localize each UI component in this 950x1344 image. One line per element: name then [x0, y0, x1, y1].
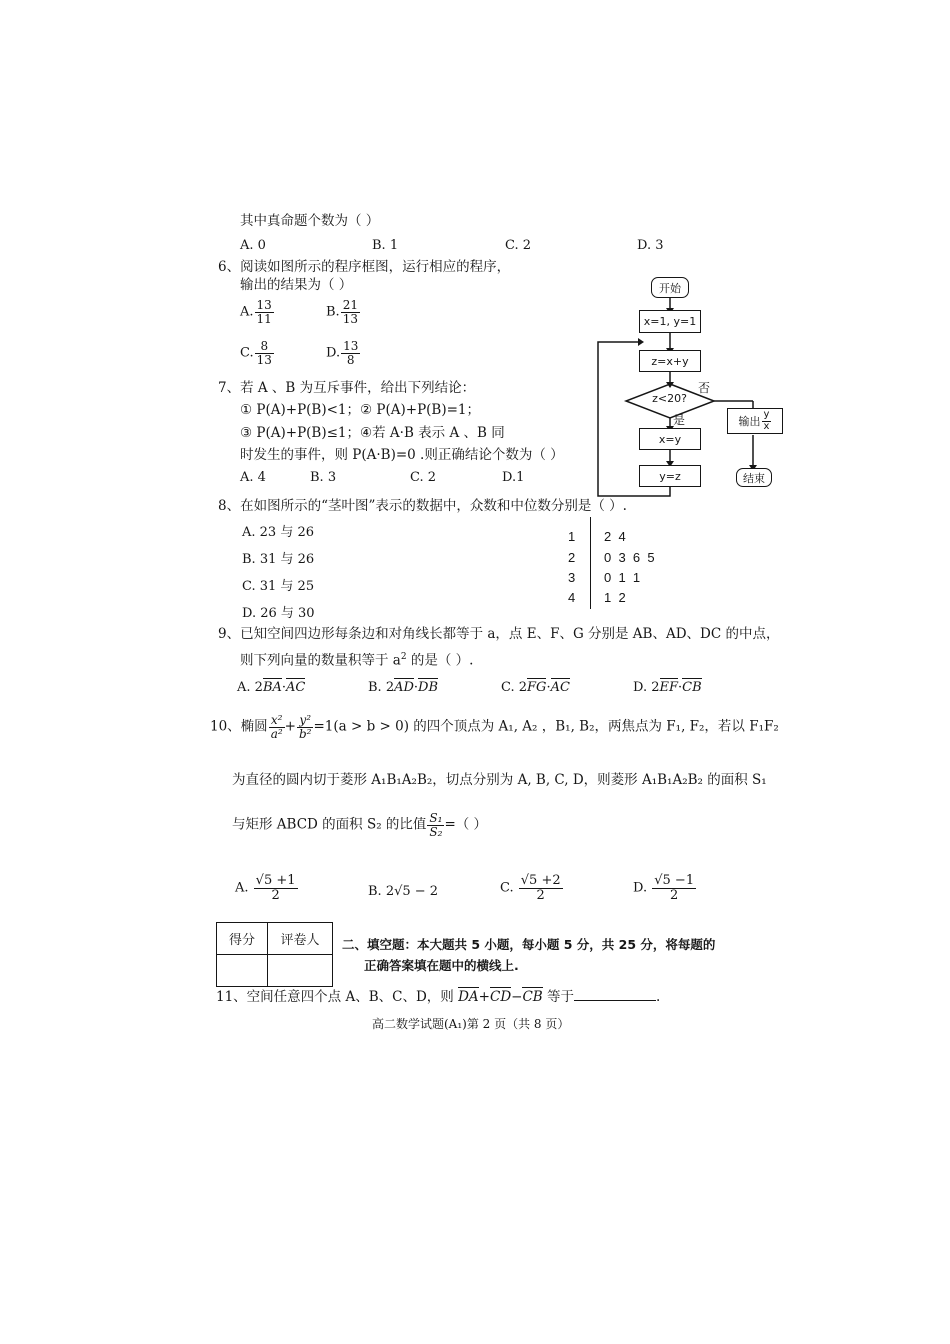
q6-option-d: D. $\frac{13}{8}$	[326, 339, 359, 367]
flowchart-yes-label: 是	[673, 413, 686, 427]
q6-option-b: B. $\frac{21}{13}$	[326, 298, 358, 326]
flowchart-assign-z: z=x+y	[639, 350, 701, 372]
flowchart-assign-y: y=z	[639, 465, 701, 487]
section2-line2: 正确答案填在题中的横线上.	[364, 958, 519, 973]
q5-option-b: B. 1	[372, 238, 399, 253]
stem-value: 4	[568, 590, 576, 605]
leaf-values: 1 2	[604, 590, 626, 605]
leaf-values: 2 4	[604, 529, 626, 544]
q5-option-a: A. 0	[240, 238, 266, 253]
flowchart-output: 输出 $\frac{y}{x}$	[727, 408, 783, 434]
page-footer: 高二数学试题(A₁)第 2 页（共 8 页）	[372, 1017, 570, 1031]
q9-option-b: B. 2AD·DB	[368, 680, 439, 695]
q9-line1: 9、已知空间四边形每条边和对角线长都等于 a，点 E、F、G 分别是 AB、AD、DC 的中点，	[218, 626, 780, 642]
score-header: 得分	[217, 923, 268, 955]
score-cell[interactable]	[217, 955, 268, 987]
q11-answer-blank[interactable]	[574, 988, 656, 1001]
q6-line1: 6、阅读如图所示的程序框图，运行相应的程序，	[218, 259, 511, 275]
q6-option-c: C. $\frac{8}{13}$	[240, 339, 272, 367]
q10-option-d: D. $\frac{√5 -1}{2}$	[633, 873, 695, 903]
q7-line4: 时发生的事件，则 P(A·B)=0 .则正确结论个数为（ ）	[240, 447, 564, 463]
q7-option-b: B. 3	[310, 470, 337, 485]
flowchart-init: x=1, y=1	[639, 310, 701, 333]
stem-value: 1	[568, 529, 576, 544]
q9-option-c: C. 2FG·AC	[501, 680, 570, 695]
flowchart-no-label: 否	[698, 381, 711, 395]
q7-option-c: C. 2	[410, 470, 437, 485]
q6-option-a: A. $\frac{13}{11}$	[240, 298, 272, 326]
grader-header: 评卷人	[268, 923, 333, 955]
stem-value: 3	[568, 570, 576, 585]
q10-line3: 与矩形 ABCD 的面积 S₂ 的比值 $\frac{\text{S₁}}{\text{S₂}}$ =（ ）	[232, 811, 488, 839]
leaf-values: 0 1 1	[604, 570, 641, 585]
section2-line1: 二、填空题：本大题共 5 小题，每小题 5 分，共 25 分，将每题的	[342, 937, 716, 952]
q9-option-a: A. 2BA·AC	[237, 680, 306, 695]
q10-line2: 为直径的圆内切于菱形 A₁B₁A₂B₂，切点分别为 A, B, C, D，则菱形 A₁B₁A₂B₂ 的面积 S₁	[232, 772, 767, 788]
q10-option-b: B. 2√5 − 2	[368, 884, 439, 899]
q7-option-d: D.1	[502, 470, 525, 485]
flowchart-end: 结束	[736, 468, 772, 487]
leaf-values: 0 3 6 5	[604, 550, 655, 565]
flowchart-assign-x: x=y	[639, 428, 701, 450]
q8-option-d: D. 26 与 30	[242, 606, 315, 621]
q10-line1: 10、椭圆 $\frac{\text{x²}}{\text{a²}}$ + $\frac{\text{y²}}{\text{b²}}$ =1(a > b > 0) 的四个顶点为 A₁, A₂ ，B₁, B₂，两焦点为 F₁, F₂，若以 F₁F₂	[210, 713, 779, 741]
q5-option-c: C. 2	[505, 238, 532, 253]
flowchart-start: 开始	[651, 277, 689, 298]
q11-line: 11、空间任意四个点 A、B、C、D，则 DA+CD−CB 等于 .	[216, 989, 661, 1005]
score-table	[216, 922, 333, 987]
flowchart-condition: z<20?	[652, 391, 687, 405]
q10-option-c: C. $\frac{√5 +2}{2}$	[500, 873, 561, 903]
q6-line2: 输出的结果为（ ）	[240, 277, 353, 293]
q7-line2: ① P(A)+P(B)<1；② P(A)+P(B)=1；	[240, 402, 481, 418]
q8-option-b: B. 31 与 26	[242, 552, 315, 567]
q9-option-d: D. 2EF·CB	[633, 680, 702, 695]
q7-line1: 7、若 A 、B 为互斥事件，给出下列结论：	[218, 380, 476, 396]
q8-stem: 8、在如图所示的“茎叶图”表示的数据中，众数和中位数分别是（ ）.	[218, 498, 627, 514]
stem-value: 2	[568, 550, 576, 565]
stem-leaf-divider	[590, 517, 591, 609]
q10-option-a: A. $\frac{√5 +1}{2}$	[235, 873, 296, 903]
q8-option-a: A. 23 与 26	[242, 525, 315, 540]
q7-option-a: A. 4	[240, 470, 266, 485]
q9-line2: 则下列向量的数量积等于 $a^2$ 的是（ ）.	[240, 652, 474, 669]
q7-line3: ③ P(A)+P(B)≤1；④若 A·B 表示 A 、B 同	[240, 425, 505, 441]
q5-option-d: D. 3	[637, 238, 664, 253]
q5-stem: 其中真命题个数为（ ）	[240, 213, 380, 229]
grader-cell[interactable]	[268, 955, 333, 987]
q8-option-c: C. 31 与 25	[242, 579, 315, 594]
